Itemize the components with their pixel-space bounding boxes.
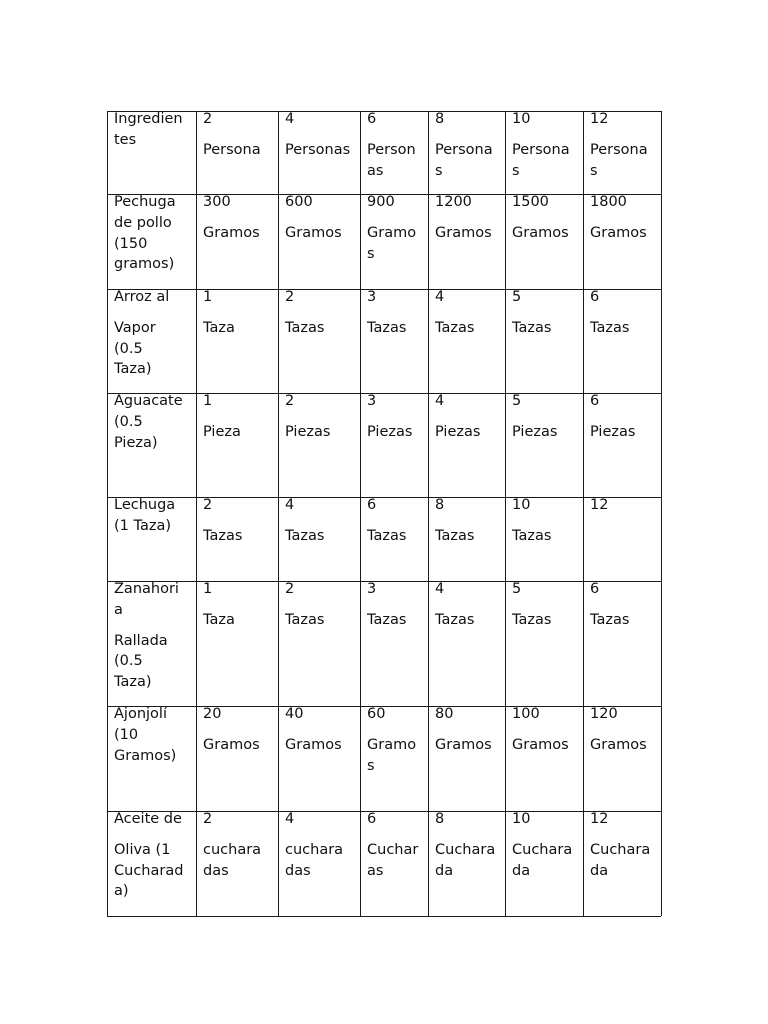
ingredient-cell xyxy=(114,495,194,537)
paragraph-spacer xyxy=(435,516,503,526)
cell-text-line: Tazas xyxy=(435,527,475,544)
cell-text-line: 300 xyxy=(203,194,231,210)
paragraph-spacer xyxy=(203,516,276,526)
cell-text-line: 40 xyxy=(285,706,304,722)
quantity-cell xyxy=(435,192,503,244)
cell-text-line: Cucharad xyxy=(114,862,184,879)
quantity-cell xyxy=(512,809,581,881)
cell-text-line: s xyxy=(512,162,520,179)
quantity-cell xyxy=(367,109,426,181)
cell-text-line: Ingredien xyxy=(114,111,183,127)
quantity-cell xyxy=(435,579,503,631)
quantity-cell xyxy=(203,579,276,631)
quantity-cell xyxy=(285,809,358,881)
paragraph-spacer xyxy=(285,412,358,422)
cell-text-line: Cuchara xyxy=(512,841,573,858)
table-vertical-rule xyxy=(428,111,429,916)
table-vertical-rule xyxy=(583,111,584,916)
cell-text-line: 6 xyxy=(590,581,600,597)
cell-text-line: de pollo xyxy=(114,214,172,231)
paragraph-spacer xyxy=(512,725,581,735)
cell-text-line: s xyxy=(367,757,375,774)
quantity-cell xyxy=(435,287,503,339)
paragraph-spacer xyxy=(285,830,358,840)
quantity-cell xyxy=(367,704,426,776)
cell-text-line: 12 xyxy=(590,497,609,513)
cell-text-line: (0.5 xyxy=(114,413,143,430)
cell-text-line: 100 xyxy=(512,706,540,722)
cell-text-line: 1 xyxy=(203,393,213,409)
paragraph-spacer xyxy=(435,308,503,318)
paragraph-spacer xyxy=(367,213,426,223)
table-horizontal-rule xyxy=(107,706,661,707)
cell-text-line: 5 xyxy=(512,289,522,305)
paragraph-spacer xyxy=(367,725,426,735)
cell-text-line: Gramos xyxy=(203,736,260,753)
quantity-cell xyxy=(590,109,659,181)
cell-text-line: Gramos xyxy=(590,736,647,753)
quantity-cell xyxy=(367,192,426,264)
cell-text-line: s xyxy=(367,245,375,262)
cell-text-line: 4 xyxy=(435,581,445,597)
cell-text-line: tes xyxy=(114,131,137,148)
paragraph-spacer xyxy=(435,600,503,610)
cell-text-line: 6 xyxy=(367,497,377,513)
paragraph-spacer xyxy=(590,830,659,840)
cell-text-line: Gramos xyxy=(512,736,569,753)
quantity-cell xyxy=(590,495,659,516)
quantity-cell xyxy=(512,704,581,756)
cell-text-line: (0.5 xyxy=(114,653,143,670)
quantity-cell xyxy=(367,579,426,631)
cell-text-line: 2 xyxy=(285,393,295,409)
cell-text-line: Piezas xyxy=(367,423,413,440)
quantity-cell xyxy=(590,704,659,756)
paragraph-spacer xyxy=(512,516,581,526)
ingredient-cell xyxy=(114,579,194,693)
ingredient-cell xyxy=(114,704,194,766)
cell-text-line: 80 xyxy=(435,706,454,722)
ingredient-cell xyxy=(114,809,194,902)
table-vertical-rule xyxy=(505,111,506,916)
quantity-cell xyxy=(435,109,503,181)
ingredient-cell xyxy=(114,109,194,151)
quantity-cell xyxy=(367,287,426,339)
cell-text-line: 3 xyxy=(367,289,377,305)
table-vertical-rule xyxy=(107,111,108,916)
cell-text-line: Tazas xyxy=(285,527,325,544)
paragraph-spacer xyxy=(285,516,358,526)
paragraph-spacer xyxy=(590,130,659,140)
quantity-cell xyxy=(285,495,358,547)
cell-text-line: Tazas xyxy=(590,611,630,628)
quantity-cell xyxy=(435,704,503,756)
cell-text-line: Persona xyxy=(590,141,648,158)
paragraph-spacer xyxy=(367,600,426,610)
paragraph-spacer xyxy=(285,308,358,318)
cell-text-line: Vapor xyxy=(114,319,156,336)
paragraph-spacer xyxy=(114,830,194,840)
paragraph-spacer xyxy=(512,308,581,318)
cell-text-line: Ajonjolí xyxy=(114,706,167,722)
cell-text-line: 2 xyxy=(285,289,295,305)
cell-text-line: s xyxy=(590,162,598,179)
cell-text-line: Taza) xyxy=(114,361,152,378)
cell-text-line: Pieza xyxy=(203,423,241,440)
cell-text-line: Aceite de xyxy=(114,811,182,827)
cell-text-line: Gramos xyxy=(435,736,492,753)
cell-text-line: Gramos) xyxy=(114,747,177,764)
cell-text-line: cuchara xyxy=(203,841,262,858)
cell-text-line: Tazas xyxy=(512,527,552,544)
cell-text-line: Gramos xyxy=(512,224,569,241)
quantity-cell xyxy=(367,809,426,881)
cell-text-line: 4 xyxy=(435,289,445,305)
quantity-cell xyxy=(285,192,358,244)
cell-text-line: Tazas xyxy=(590,319,630,336)
paragraph-spacer xyxy=(114,621,194,631)
paragraph-spacer xyxy=(285,725,358,735)
cell-text-line: Tazas xyxy=(512,611,552,628)
ingredients-table xyxy=(107,111,661,916)
quantity-cell xyxy=(203,495,276,547)
paragraph-spacer xyxy=(512,600,581,610)
quantity-cell xyxy=(590,809,659,881)
cell-text-line: (10 xyxy=(114,726,139,743)
cell-text-line: Tazas xyxy=(367,611,407,628)
cell-text-line: Taza xyxy=(203,611,235,628)
cell-text-line: s xyxy=(435,162,443,179)
cell-text-line: Persona xyxy=(512,141,570,158)
cell-text-line: 3 xyxy=(367,581,377,597)
cell-text-line: 3 xyxy=(367,393,377,409)
cell-text-line: Person xyxy=(367,141,416,158)
paragraph-spacer xyxy=(203,725,276,735)
cell-text-line: 5 xyxy=(512,393,522,409)
cell-text-line: 60 xyxy=(367,706,386,722)
cell-text-line: 1200 xyxy=(435,194,472,210)
cell-text-line: 2 xyxy=(285,581,295,597)
cell-text-line: Tazas xyxy=(512,319,552,336)
paragraph-spacer xyxy=(435,412,503,422)
cell-text-line: 2 xyxy=(203,811,213,827)
cell-text-line: 2 xyxy=(203,497,213,513)
table-horizontal-rule xyxy=(107,811,661,812)
cell-text-line: 6 xyxy=(367,811,377,827)
cell-text-line: 8 xyxy=(435,111,445,127)
paragraph-spacer xyxy=(435,830,503,840)
quantity-cell xyxy=(512,109,581,181)
paragraph-spacer xyxy=(435,725,503,735)
cell-text-line: (0.5 xyxy=(114,340,143,357)
cell-text-line: Gramos xyxy=(203,224,260,241)
cell-text-line: Tazas xyxy=(435,611,475,628)
cell-text-line: Rallada xyxy=(114,632,168,649)
quantity-cell xyxy=(203,809,276,881)
quantity-cell xyxy=(590,391,659,443)
paragraph-spacer xyxy=(512,830,581,840)
cell-text-line: 4 xyxy=(285,497,295,513)
cell-text-line: 1500 xyxy=(512,194,549,210)
paragraph-spacer xyxy=(285,213,358,223)
quantity-cell xyxy=(285,391,358,443)
cell-text-line: 10 xyxy=(512,497,531,513)
table-horizontal-rule xyxy=(107,289,661,290)
cell-text-line: Piezas xyxy=(435,423,481,440)
quantity-cell xyxy=(512,192,581,244)
cell-text-line: 900 xyxy=(367,194,395,210)
paragraph-spacer xyxy=(203,130,276,140)
table-horizontal-rule xyxy=(107,393,661,394)
paragraph-spacer xyxy=(435,213,503,223)
paragraph-spacer xyxy=(590,308,659,318)
quantity-cell xyxy=(590,287,659,339)
cell-text-line: 600 xyxy=(285,194,313,210)
cell-text-line: 6 xyxy=(590,289,600,305)
paragraph-spacer xyxy=(367,130,426,140)
paragraph-spacer xyxy=(203,830,276,840)
cell-text-line: (1 Taza) xyxy=(114,517,171,534)
cell-text-line: Gramos xyxy=(285,224,342,241)
cell-text-line: Gramo xyxy=(367,224,417,241)
table-horizontal-rule xyxy=(107,194,661,195)
cell-text-line: Gramos xyxy=(435,224,492,241)
cell-text-line: 8 xyxy=(435,497,445,513)
paragraph-spacer xyxy=(285,600,358,610)
cell-text-line: 10 xyxy=(512,811,531,827)
cell-text-line: Arroz al xyxy=(114,289,170,305)
cell-text-line: Pieza) xyxy=(114,434,158,451)
cell-text-line: Pechuga xyxy=(114,194,176,210)
cell-text-line: Gramos xyxy=(285,736,342,753)
cell-text-line: Lechuga xyxy=(114,497,176,513)
quantity-cell xyxy=(203,704,276,756)
table-vertical-rule xyxy=(196,111,197,916)
cell-text-line: cuchara xyxy=(285,841,344,858)
quantity-cell xyxy=(285,109,358,161)
cell-text-line: 1800 xyxy=(590,194,627,210)
cell-text-line: 12 xyxy=(590,111,609,127)
cell-text-line: das xyxy=(203,862,229,879)
paragraph-spacer xyxy=(114,308,194,318)
cell-text-line: Gramo xyxy=(367,736,417,753)
cell-text-line: a) xyxy=(114,883,129,900)
quantity-cell xyxy=(512,391,581,443)
cell-text-line: Tazas xyxy=(367,319,407,336)
table-horizontal-rule xyxy=(107,111,661,112)
cell-text-line: 6 xyxy=(590,393,600,409)
cell-text-line: da xyxy=(512,862,531,879)
paragraph-spacer xyxy=(512,412,581,422)
cell-text-line: Cuchara xyxy=(435,841,496,858)
cell-text-line: 1 xyxy=(203,289,213,305)
table-horizontal-rule xyxy=(107,916,661,917)
cell-text-line: das xyxy=(285,862,311,879)
quantity-cell xyxy=(435,391,503,443)
paragraph-spacer xyxy=(590,725,659,735)
ingredient-cell xyxy=(114,192,194,275)
cell-text-line: Gramos xyxy=(590,224,647,241)
cell-text-line: Zanahori xyxy=(114,581,179,597)
paragraph-spacer xyxy=(203,213,276,223)
ingredient-cell xyxy=(114,287,194,380)
quantity-cell xyxy=(435,495,503,547)
paragraph-spacer xyxy=(203,600,276,610)
cell-text-line: Persona xyxy=(435,141,493,158)
cell-text-line: Cuchar xyxy=(367,841,419,858)
cell-text-line: da xyxy=(435,862,454,879)
ingredient-cell xyxy=(114,391,194,453)
cell-text-line: 20 xyxy=(203,706,222,722)
quantity-cell xyxy=(285,579,358,631)
cell-text-line: Tazas xyxy=(435,319,475,336)
quantity-cell xyxy=(203,287,276,339)
cell-text-line: 4 xyxy=(435,393,445,409)
cell-text-line: 8 xyxy=(435,811,445,827)
cell-text-line: Cuchara xyxy=(590,841,651,858)
paragraph-spacer xyxy=(590,213,659,223)
quantity-cell xyxy=(203,192,276,244)
paragraph-spacer xyxy=(512,130,581,140)
paragraph-spacer xyxy=(203,308,276,318)
cell-text-line: (150 xyxy=(114,235,148,252)
paragraph-spacer xyxy=(512,213,581,223)
quantity-cell xyxy=(435,809,503,881)
cell-text-line: Taza xyxy=(203,319,235,336)
cell-text-line: 5 xyxy=(512,581,522,597)
quantity-cell xyxy=(512,579,581,631)
cell-text-line: Piezas xyxy=(512,423,558,440)
cell-text-line: gramos) xyxy=(114,256,175,273)
cell-text-line: Tazas xyxy=(285,611,325,628)
cell-text-line: 1 xyxy=(203,581,213,597)
quantity-cell xyxy=(512,287,581,339)
cell-text-line: Tazas xyxy=(367,527,407,544)
paragraph-spacer xyxy=(367,830,426,840)
cell-text-line: 4 xyxy=(285,811,295,827)
cell-text-line: Piezas xyxy=(285,423,331,440)
cell-text-line: Aguacate xyxy=(114,393,183,409)
table-horizontal-rule xyxy=(107,497,661,498)
quantity-cell xyxy=(590,579,659,631)
quantity-cell xyxy=(590,192,659,244)
paragraph-spacer xyxy=(435,130,503,140)
quantity-cell xyxy=(367,391,426,443)
cell-text-line: 4 xyxy=(285,111,295,127)
cell-text-line: 12 xyxy=(590,811,609,827)
quantity-cell xyxy=(285,704,358,756)
cell-text-line: da xyxy=(590,862,609,879)
cell-text-line: a xyxy=(114,601,123,618)
cell-text-line: Oliva (1 xyxy=(114,841,171,858)
cell-text-line: 6 xyxy=(367,111,377,127)
quantity-cell xyxy=(512,495,581,547)
quantity-cell xyxy=(203,391,276,443)
cell-text-line: as xyxy=(367,862,384,879)
paragraph-spacer xyxy=(367,516,426,526)
paragraph-spacer xyxy=(590,412,659,422)
cell-text-line: Taza) xyxy=(114,674,152,691)
cell-text-line: 120 xyxy=(590,706,618,722)
cell-text-line: 10 xyxy=(512,111,531,127)
table-horizontal-rule xyxy=(107,581,661,582)
paragraph-spacer xyxy=(203,412,276,422)
cell-text-line: Persona xyxy=(203,141,261,158)
quantity-cell xyxy=(285,287,358,339)
quantity-cell xyxy=(367,495,426,547)
cell-text-line: Tazas xyxy=(203,527,243,544)
paragraph-spacer xyxy=(590,600,659,610)
table-vertical-rule xyxy=(278,111,279,916)
quantity-cell xyxy=(203,109,276,161)
table-vertical-rule xyxy=(360,111,361,916)
cell-text-line: Piezas xyxy=(590,423,636,440)
paragraph-spacer xyxy=(367,412,426,422)
cell-text-line: 2 xyxy=(203,111,213,127)
paragraph-spacer xyxy=(285,130,358,140)
cell-text-line: as xyxy=(367,162,384,179)
cell-text-line: Tazas xyxy=(285,319,325,336)
paragraph-spacer xyxy=(367,308,426,318)
cell-text-line: Personas xyxy=(285,141,351,158)
table-vertical-rule xyxy=(661,111,662,916)
